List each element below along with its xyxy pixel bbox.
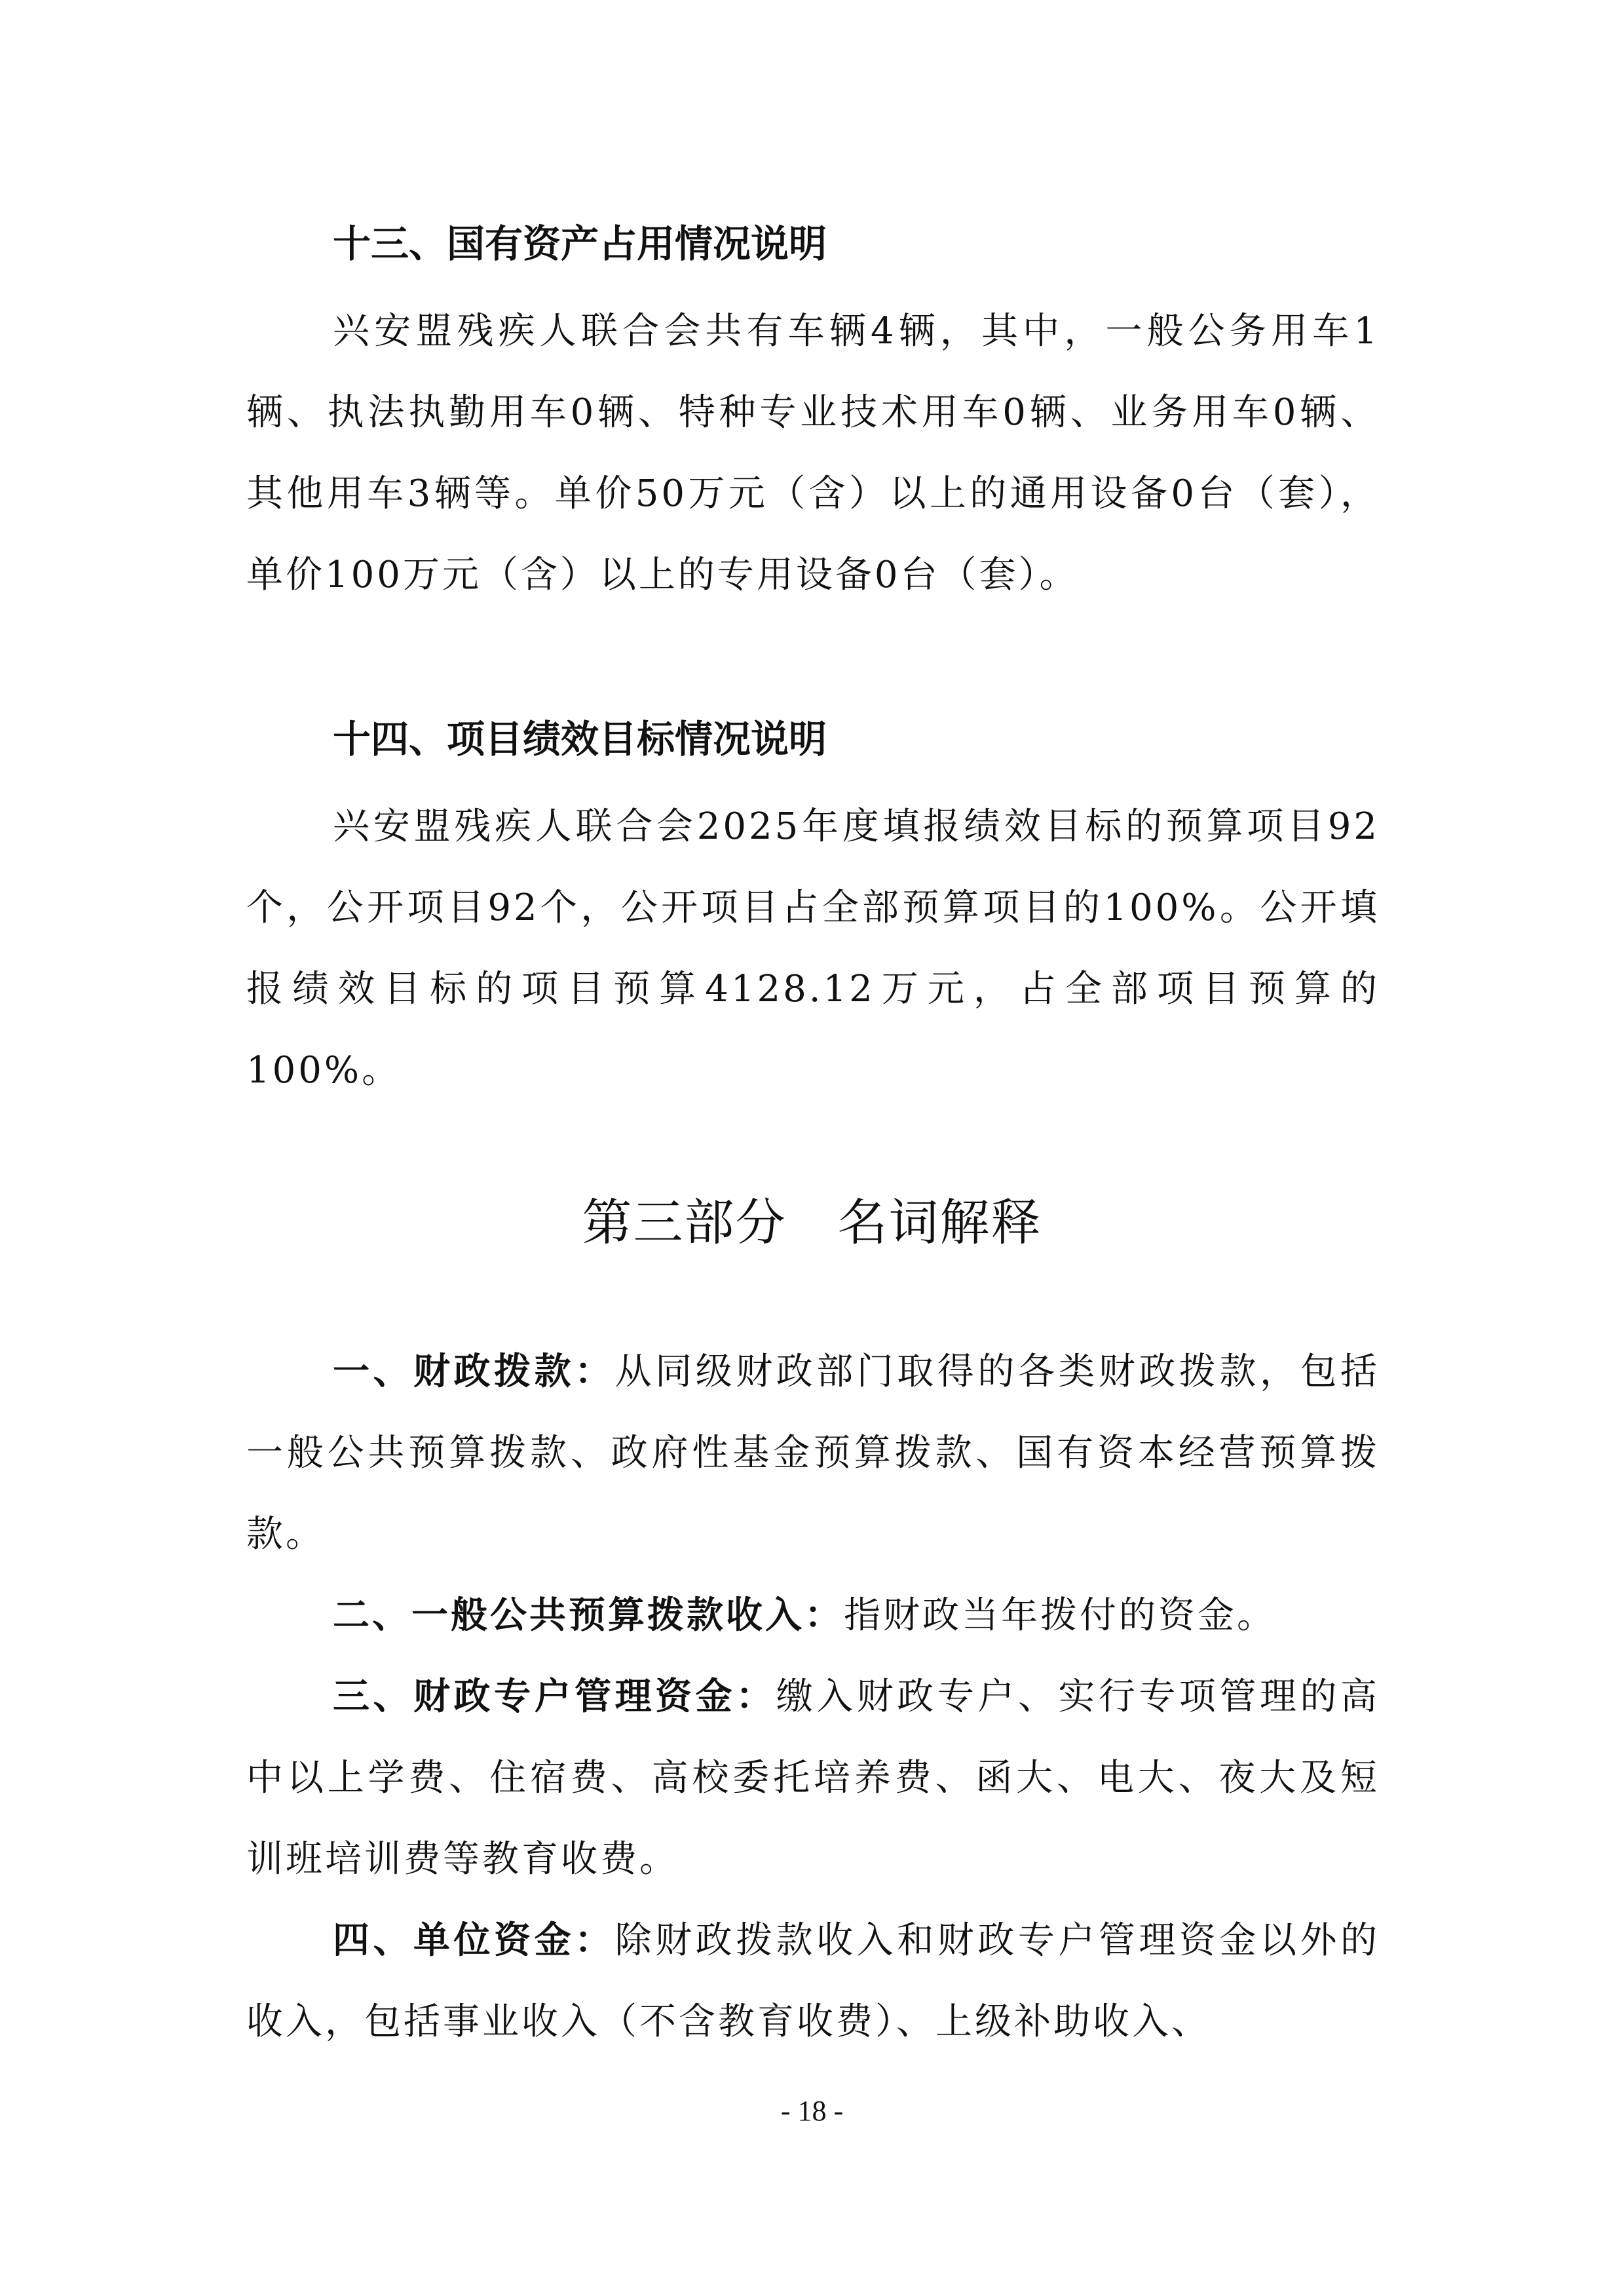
- term-definition: 除财政拨款收入和财政专户管理资金以外的收入，包括事业收入（不含教育收费）、上级补助收入、: [246, 1919, 1380, 2043]
- section-13-body: 兴安盟残疾人联合会共有车辆4辆，其中，一般公务用车1辆、执法执勤用车0辆、特种专业技术用车0辆、业务用车0辆、其他用车3辆等。单价50万元（含）以上的通用设备0台（套），单价100万元（含）以上的专用设备0台（套）。: [246, 310, 1380, 596]
- term-item: [246, 1575, 1380, 1656]
- term-item: [246, 1331, 1380, 1575]
- term-definition: 缴入财政专户、实行专项管理的高中以上学费、住宿费、高校委托培养费、函大、电大、夜大及短训班培训费等教育收费。: [246, 1675, 1380, 1881]
- section-14-body: 兴安盟残疾人联合会2025年度填报绩效目标的预算项目92个，公开项目92个，公开项目占全部预算项目的100%。公开填报绩效目标的项目预算4128.12万元，占全部项目预算的100%。: [246, 805, 1380, 1092]
- term-definition: 从同级财政部门取得的各类财政拨款，包括一般公共预算拨款、政府性基金预算拨款、国有资本经营预算拨款。: [246, 1350, 1380, 1556]
- term-label: 四、单位资金：: [333, 1919, 615, 1962]
- term-item: [246, 1900, 1380, 2063]
- part-3-title: 第三部分 名词解释: [582, 1193, 1042, 1252]
- section-14-heading: 十四、项目绩效目标情况说明: [333, 717, 827, 761]
- section-13-heading: 十三、国有资产占用情况说明: [333, 221, 827, 266]
- page-number: - 18 -: [780, 2095, 844, 2127]
- term-label: 三、财政专户管理资金：: [333, 1675, 776, 1718]
- term-label: 一、财政拨款：: [333, 1350, 615, 1393]
- term-item: [246, 1656, 1380, 1900]
- term-definition: 指财政当年拨付的资金。: [844, 1594, 1276, 1637]
- term-label: 二、一般公共预算拨款收入：: [333, 1594, 844, 1637]
